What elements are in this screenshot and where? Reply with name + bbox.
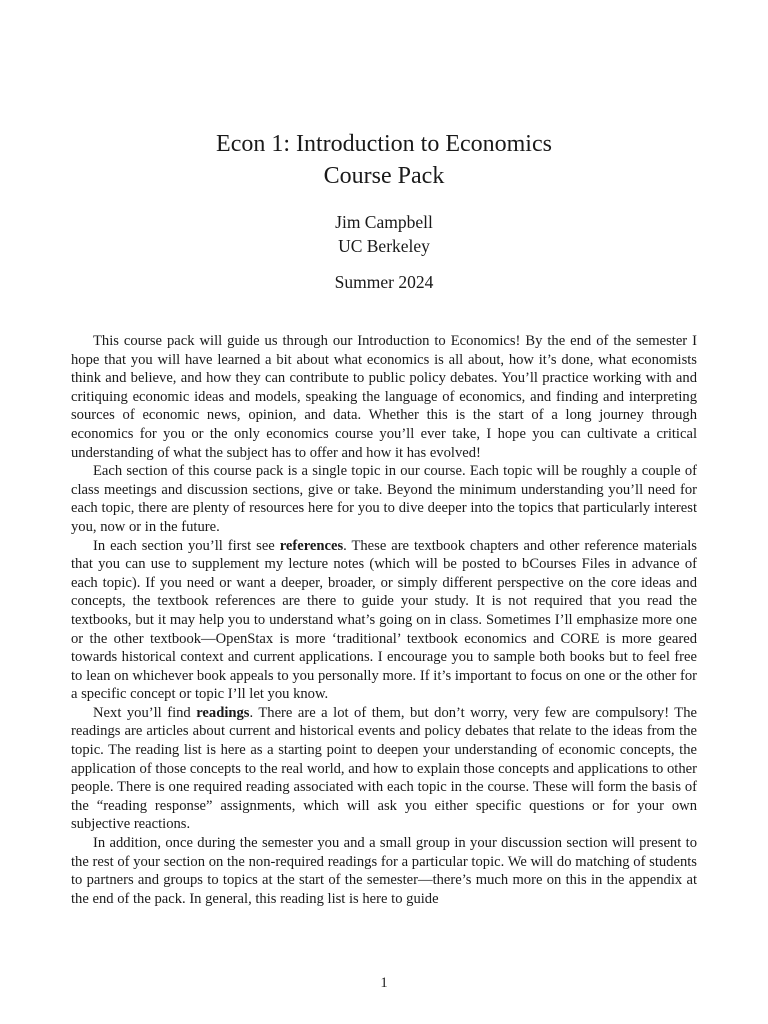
paragraph-intro: This course pack will guide us through our Introduction to Economics! By the end of the semester I hope that you will have learned a bit about what economics is all about, how it’s done, what economists think and believe, and how they can contribute to public policy debates. You’ll practice working with and critiquing economic ideas and models, speaking the language of economics, and finding and interpreting sources of economic news, opinion, and data. Whether this is the start of a long journey through economics for you or the only economics course you’ll ever take, I hope you can cultivate a critical understanding of what the subject has to offer and how it has evolved!: [71, 333, 697, 461]
body-text: [71, 332, 697, 908]
author-name: Jim Campbell: [335, 212, 433, 232]
paragraph-presentation: In addition, once during the semester you and a small group in your discussion section will present to the rest of your section on the non-required readings for a particular topic. We will do matching of students to partners and groups to topics at the start of the semester—there’s much more on this in the appendix at the end of the pack. In general, this reading list is here to guide: [71, 835, 697, 907]
author-affiliation: UC Berkeley: [338, 236, 430, 256]
readings-term: readings: [196, 704, 250, 721]
references-body: . These are textbook chapters and other reference materials that you can use to supplement my lecture notes (which will be posted to bCourses Files in advance of each topic). If you need or want a deeper, broader, or simply different perspective on the core ideas and concepts, the textbook references are there to guide your study. It is not required that you read the textbooks, but it may help you to understand what’s going on in class. Sometimes I’ll emphasize more one or the other textbook—OpenStax is more ‘traditional’ textbook economics and CORE is more geared towards historical context and current applications. I encourage you to sample both books but to feel free to lean on whichever book appeals to you personally more. If it’s important to focus on one or the other for a specific concept or topic I’ll let you know.: [71, 537, 697, 703]
document-title: Econ 1: Introduction to Economics: [216, 131, 552, 157]
paragraph-sections: Each section of this course pack is a single topic in our course. Each topic will be roughly a couple of class meetings and discussion sections, give or take. Beyond the minimum understanding you’ll need for each topic, there are plenty of resources here for you to dive deeper into the topics that particularly interest you, now or in the future.: [71, 463, 697, 535]
paragraph-readings: [71, 704, 697, 834]
author-block: [0, 210, 768, 258]
paragraph-references: [71, 537, 697, 704]
readings-body: . There are a lot of them, but don’t worry, very few are compulsory! The readings are articles about current and historical events and policy debates that relate to the ideas from the topic. The reading list is here as a starting point to deepen your understanding of economic concepts, the application of those concepts to the real world, and how to explain those concepts and applications to other people. There is one required reading associated with each topic in the course. These will form the basis of the “reading response” assignments, which will ask you either specific questions or for your own subjective reactions.: [71, 704, 697, 833]
document-subtitle: Course Pack: [323, 163, 445, 189]
title-block: [0, 128, 768, 312]
references-term: references: [279, 537, 344, 554]
document-date: Summer 2024: [334, 272, 434, 292]
readings-lead: Next you’ll find: [93, 704, 197, 721]
page-number: 1: [380, 975, 388, 991]
references-lead: In each section you’ll first see: [93, 537, 280, 554]
